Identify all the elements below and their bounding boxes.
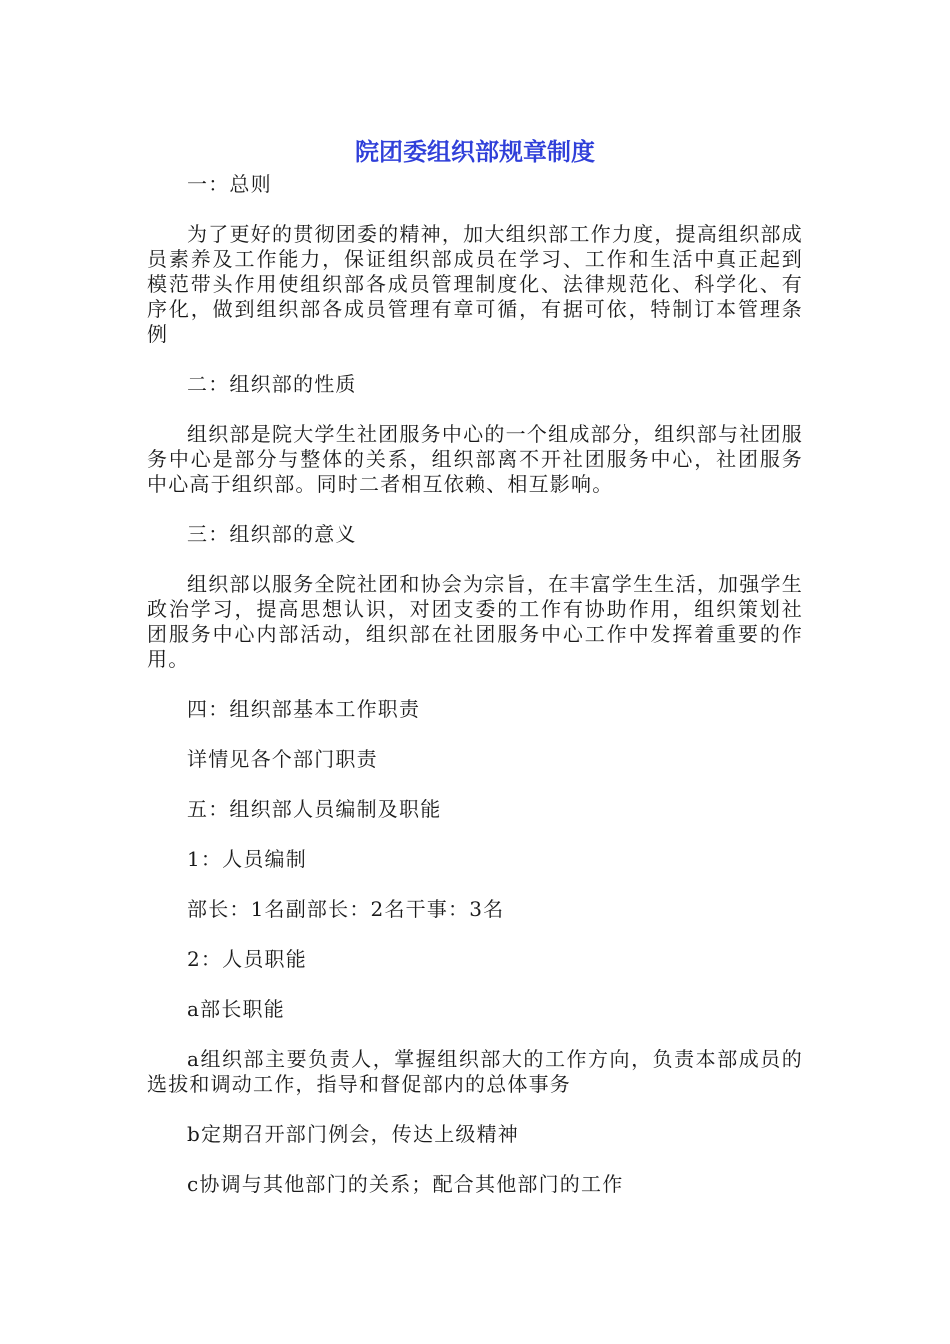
paragraph-duties: 详情见各个部门职责 [187, 747, 378, 771]
list-item-minister-c: c协调与其他部门的关系；配合其他部门的工作 [187, 1172, 624, 1196]
section-heading-staffing: 五：组织部人员编制及职能 [187, 797, 442, 821]
subheading-functions: 2：人员职能 [187, 947, 307, 971]
subheading-staffing: 1：人员编制 [187, 847, 307, 871]
paragraph-general: 为了更好的贯彻团委的精神，加大组织部工作力度，提高组织部成员素养及工作能力，保证组织部成员在学习、工作和生活中真正起到模范带头作用使组织部各成员管理制度化、法律规范化、科学化、有序化，做到组织部各成员管理有章可循，有据可依，特制订本管理条例 [147, 222, 803, 346]
section-heading-significance: 三：组织部的意义 [187, 522, 357, 546]
list-item-minister-a: a组织部主要负责人，掌握组织部大的工作方向，负责本部成员的选拔和调动工作，指导和督促部内的总体事务 [147, 1047, 803, 1096]
subheading-minister-functions: a部长职能 [187, 997, 285, 1021]
document-body [147, 172, 803, 1197]
paragraph-staffing: 部长：1名副部长：2名干事：3名 [187, 897, 505, 921]
paragraph-nature: 组织部是院大学生社团服务中心的一个组成部分，组织部与社团服务中心是部分与整体的关系，组织部离不开社团服务中心，社团服务中心高于组织部。同时二者相互依赖、相互影响。 [147, 422, 803, 496]
section-heading-general: 一：总则 [187, 172, 272, 196]
document-title: 院团委组织部规章制度 [355, 138, 595, 166]
section-heading-duties: 四：组织部基本工作职责 [187, 697, 421, 721]
section-heading-nature: 二：组织部的性质 [187, 372, 357, 396]
list-item-minister-b: b定期召开部门例会，传达上级精神 [187, 1122, 520, 1146]
paragraph-significance: 组织部以服务全院社团和协会为宗旨，在丰富学生生活，加强学生政治学习，提高思想认识，对团支委的工作有协助作用，组织策划社团服务中心内部活动，组织部在社团服务中心工作中发挥着重要的作用。 [147, 572, 803, 671]
